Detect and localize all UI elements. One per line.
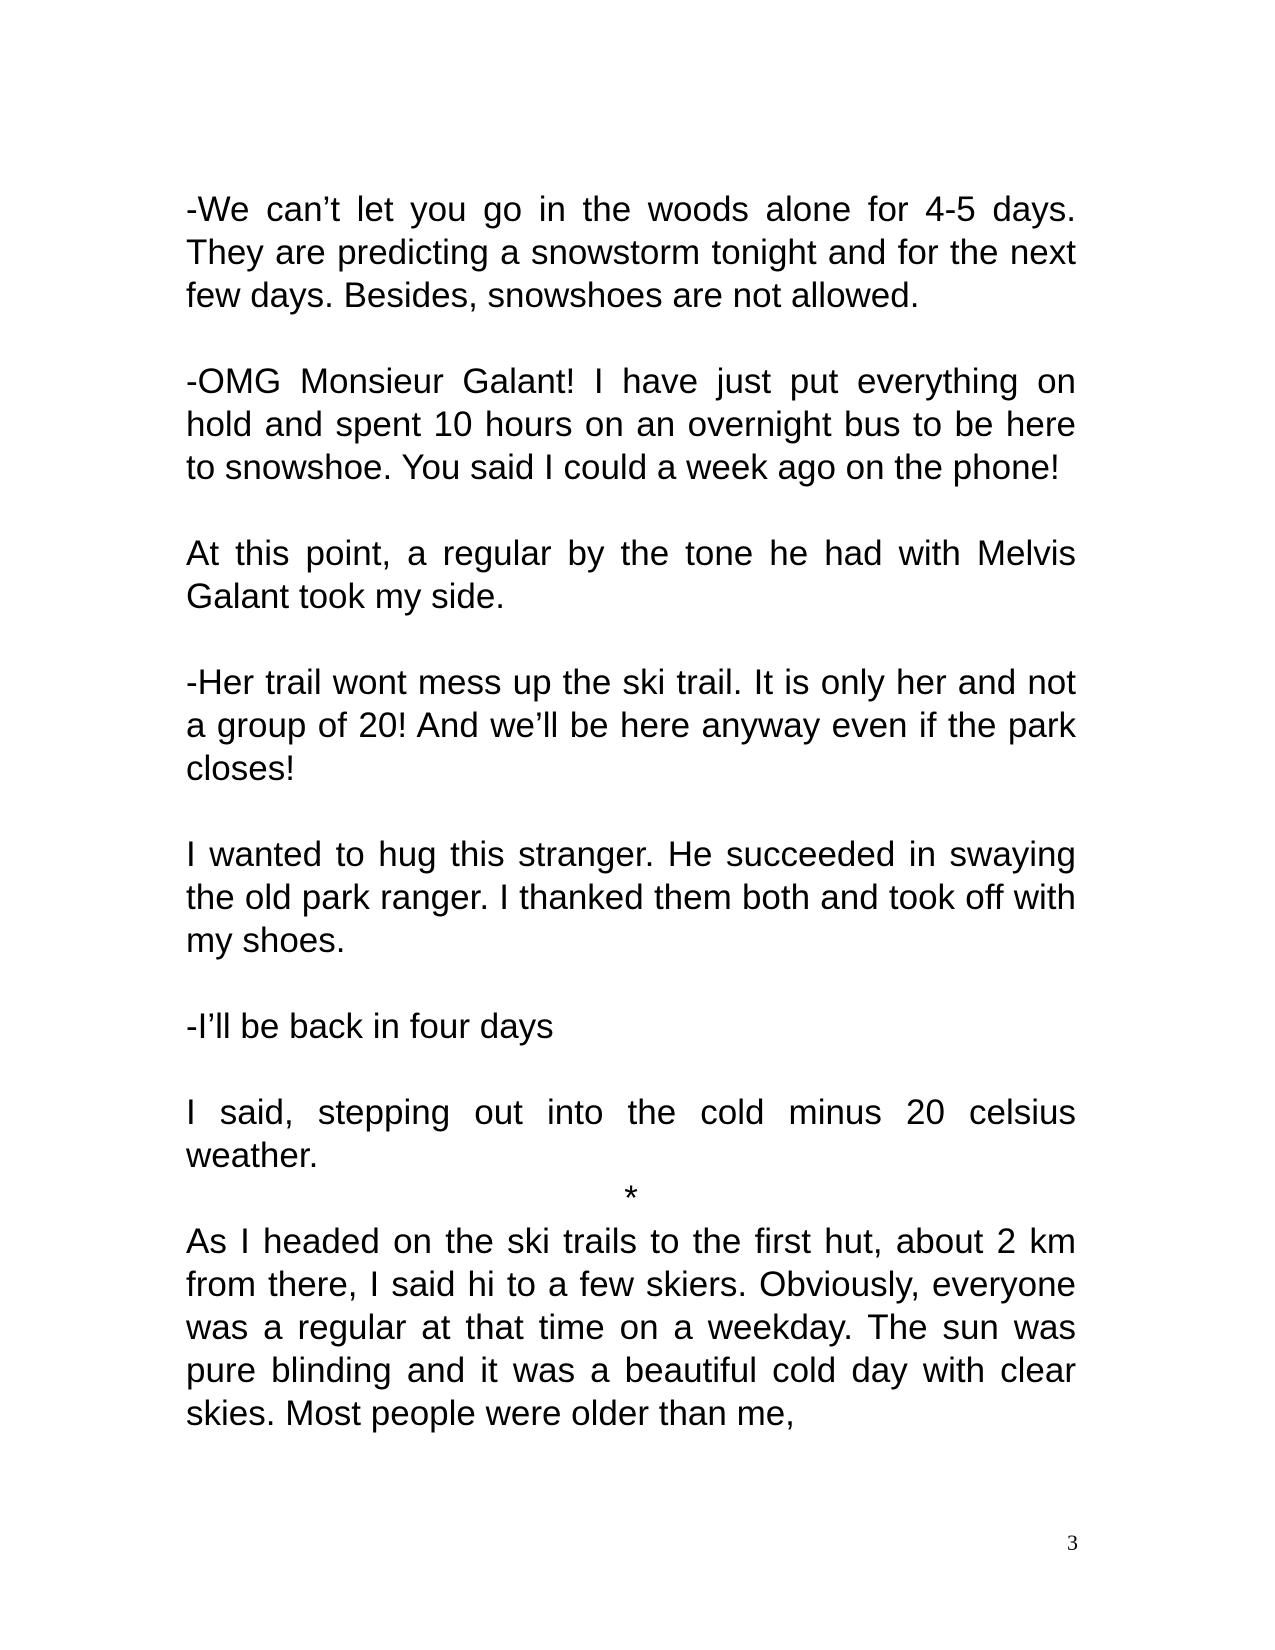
section-separator: *: [624, 1179, 638, 1218]
paragraph-stepping-out: I said, stepping out into the cold minus 20 celsius weather.: [186, 1093, 1076, 1175]
paragraph-hug-stranger: I wanted to hug this stranger. He succeeded in swaying the old park ranger. I thanked them both and took off with my shoes.: [186, 835, 1076, 960]
paragraph-back-in-four-days: -I’ll be back in four days: [186, 1007, 554, 1046]
paragraph-ranger-warning: -We can’t let you go in the woods alone for 4-5 days. They are predicting a snowstorm tonight and for the next few days. Besides, snowshoes are not allowed.: [186, 190, 1076, 315]
body-text: [186, 188, 1076, 1435]
paragraph-regular-side: At this point, a regular by the tone he had with Melvis Galant took my side.: [186, 534, 1076, 616]
paragraph-trail-argument: -Her trail wont mess up the ski trail. It is only her and not a group of 20! And we’ll be here anyway even if the park closes!: [186, 663, 1076, 788]
paragraph-ski-trails: As I headed on the ski trails to the first hut, about 2 km from there, I said hi to a few skiers. Obviously, everyone was a regular at that time on a weekday. The sun was pure blinding and it was a beautiful cold day with clear skies. Most people were older than me,: [186, 1222, 1076, 1433]
page-number: 3: [1067, 1530, 1078, 1555]
paragraph-omg-reply: -OMG Monsieur Galant! I have just put everything on hold and spent 10 hours on an overnight bus to be here to snowshoe. You said I could a week ago on the phone!: [186, 362, 1076, 487]
